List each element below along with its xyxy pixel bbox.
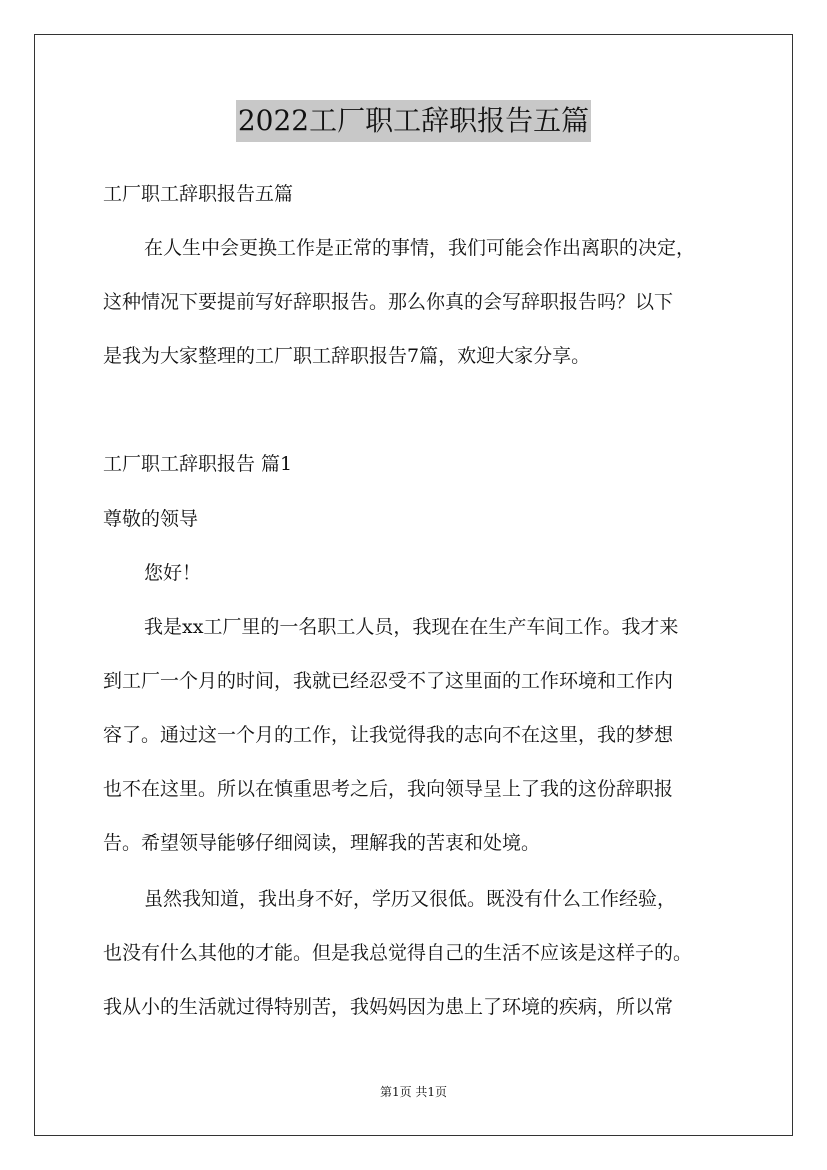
document-title: 2022工厂职工辞职报告五篇 xyxy=(236,100,591,142)
body-line: 我从小的生活就过得特别苦，我妈妈因为患上了环境的疾病，所以常 xyxy=(103,996,674,1018)
document-subtitle: 工厂职工辞职报告五篇 xyxy=(103,183,294,205)
title-container xyxy=(0,100,827,142)
body-line: 也没有什么其他的才能。但是我总觉得自己的生活不应该是这样子的。 xyxy=(103,942,693,964)
intro-line: 这种情况下要提前写好辞职报告。那么你真的会写辞职报告吗？以下 xyxy=(103,291,674,313)
section-heading: 工厂职工辞职报告 篇1 xyxy=(103,453,293,475)
page-footer: 第1页 共1页 xyxy=(379,1085,448,1099)
body-line: 虽然我知道，我出身不好，学历又很低。既没有什么工作经验， xyxy=(144,888,677,910)
body-line: 告。希望领导能够仔细阅读，理解我的苦衷和处境。 xyxy=(103,832,541,854)
greeting: 您好！ xyxy=(144,562,202,584)
body-line: 也不在这里。所以在慎重思考之后，我向领导呈上了我的这份辞职报 xyxy=(103,778,674,800)
body-line: 我是xx工厂里的一名职工人员，我现在在生产车间工作。我才来 xyxy=(144,616,679,638)
body-line: 容了。通过这一个月的工作，让我觉得我的志向不在这里，我的梦想 xyxy=(103,724,674,746)
salutation: 尊敬的领导 xyxy=(103,508,199,530)
intro-line: 在人生中会更换工作是正常的事情，我们可能会作出离职的决定， xyxy=(144,237,696,259)
body-line: 到工厂一个月的时间，我就已经忍受不了这里面的工作环境和工作内 xyxy=(103,670,674,692)
intro-line: 是我为大家整理的工厂职工辞职报告7篇，欢迎大家分享。 xyxy=(103,345,591,367)
